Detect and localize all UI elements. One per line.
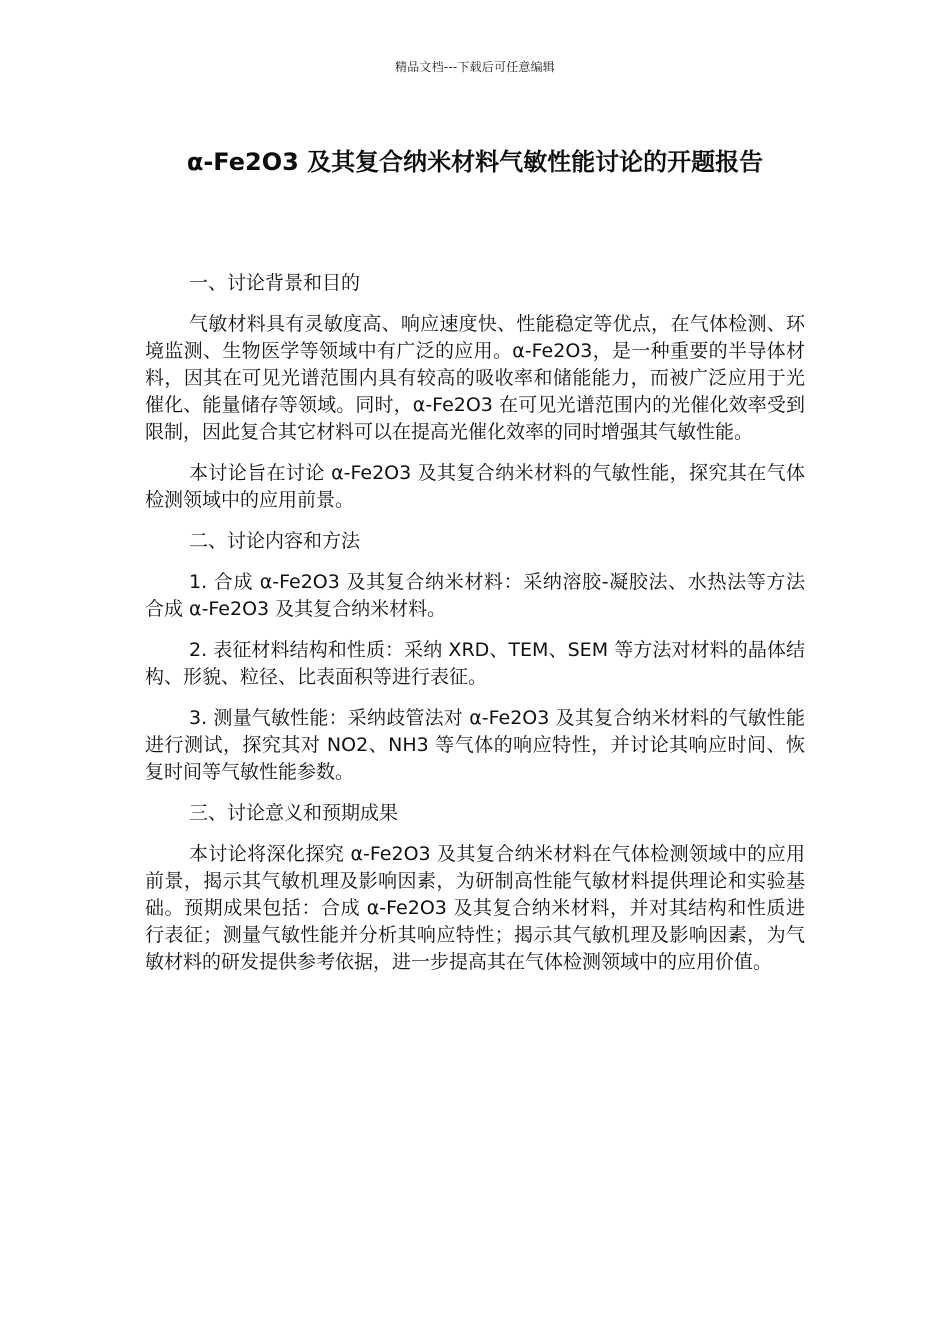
list-item: 1. 合成 α-Fe2O3 及其复合纳米材料：采纳溶胶-凝胶法、水热法等方法合成 α-Fe2O3 及其复合纳米材料。	[145, 571, 805, 620]
section-heading: 三、讨论意义和预期成果	[189, 802, 399, 824]
section-significance	[145, 800, 805, 976]
section-heading: 一、讨论背景和目的	[189, 272, 361, 294]
document-body	[145, 270, 805, 990]
paragraph: 本讨论旨在讨论 α-Fe2O3 及其复合纳米材料的气敏性能，探究其在气体检测领域中的应用前景。	[145, 462, 805, 511]
paragraph: 气敏材料具有灵敏度高、响应速度快、性能稳定等优点，在气体检测、环境监测、生物医学等领域中有广泛的应用。α-Fe2O3，是一种重要的半导体材料，因其在可见光谱范围内具有较高的吸收率和储能能力，而被广泛应用于光催化、能量储存等领域。同时，α-Fe2O3 在可见光谱范围内的光催化效率受到限制，因此复合其它材料可以在提高光催化效率的同时增强其气敏性能。	[145, 313, 805, 443]
section-background	[145, 270, 805, 514]
document-title: α-Fe2O3 及其复合纳米材料气敏性能讨论的开题报告	[186, 148, 764, 176]
list-item: 2. 表征材料结构和性质：采纳 XRD、TEM、SEM 等方法对材料的晶体结构、形貌、粒径、比表面积等进行表征。	[145, 639, 805, 688]
list-item: 3. 测量气敏性能：采纳歧管法对 α-Fe2O3 及其复合纳米材料的气敏性能进行测试，探究其对 NO2、NH3 等气体的响应特性，并讨论其响应时间、恢复时间等气敏性能参数。	[145, 707, 805, 783]
paragraph: 本讨论将深化探究 α-Fe2O3 及其复合纳米材料在气体检测领域中的应用前景，揭示其气敏机理及影响因素，为研制高性能气敏材料提供理论和实验基础。预期成果包括：合成 α-Fe2O3 及其复合纳米材料，并对其结构和性质进行表征；测量气敏性能并分析其响应特性；揭示其气敏机理及影响因素，为气敏材料的研发提供参考依据，进一步提高其在气体检测领域中的应用价值。	[145, 843, 805, 973]
section-heading: 二、讨论内容和方法	[189, 530, 361, 552]
header-note: 精品文档---下载后可任意编辑	[395, 60, 555, 74]
section-methods	[145, 528, 805, 786]
